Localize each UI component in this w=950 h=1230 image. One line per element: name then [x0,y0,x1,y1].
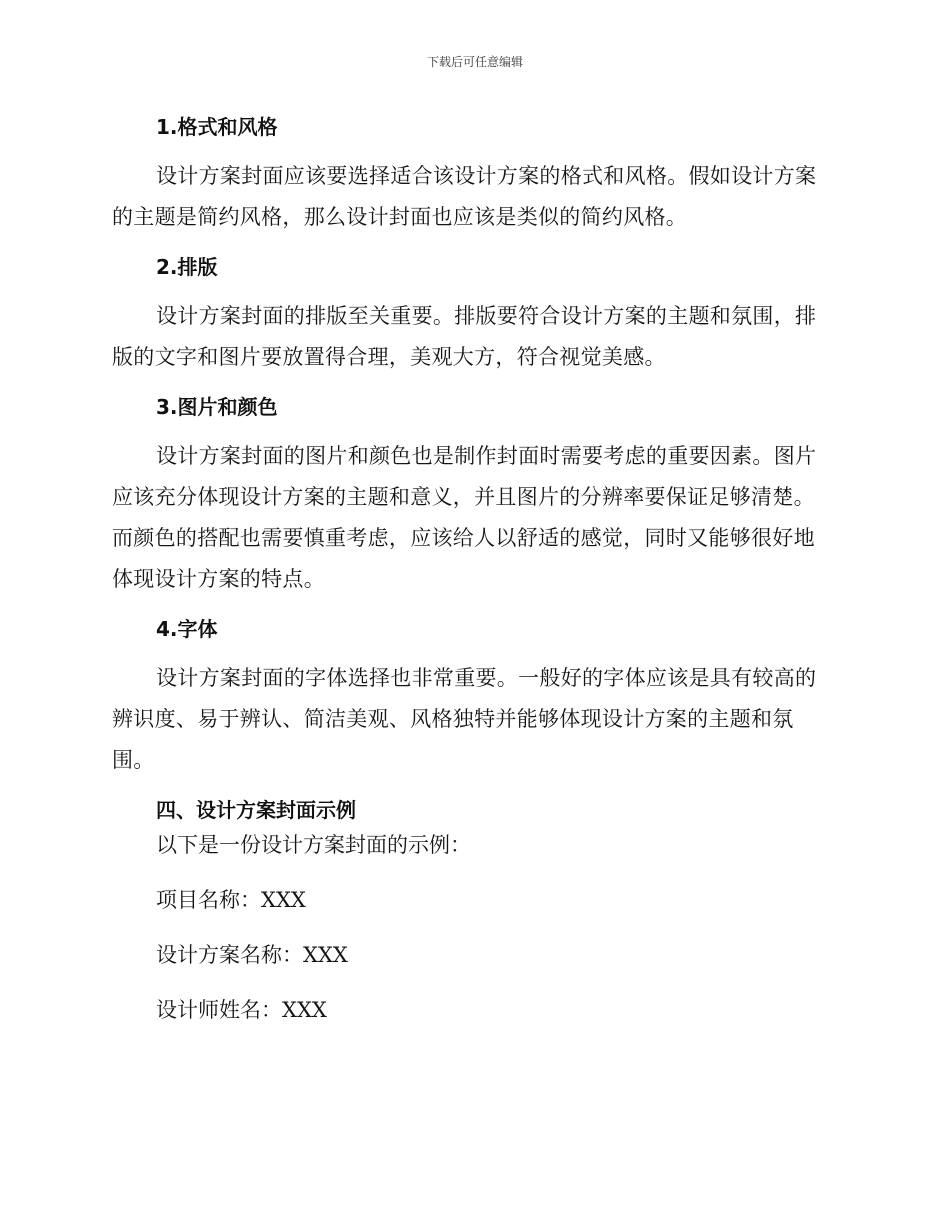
section-body-format-style: 设计方案封面应该要选择适合该设计方案的格式和风格。假如设计方案的主题是简约风格，那么设计封面也应该是类似的简约风格。 [112,164,817,229]
header-note: 下载后可任意编辑 [426,55,523,69]
section-body-layout: 设计方案封面的排版至关重要。排版要符合设计方案的主题和氛围，排版的文字和图片要放置得合理，美观大方，符合视觉美感。 [112,304,817,369]
example-line-plan-name: 设计方案名称：XXX [156,943,348,967]
section-heading-format-style: 1.格式和风格 [156,115,278,139]
section-body-images-colors: 设计方案封面的图片和颜色也是制作封面时需要考虑的重要因素。图片应该充分体现设计方案的主题和意义，并且图片的分辨率要保证足够清楚。而颜色的搭配也需要慎重考虑，应该给人以舒适的感觉，同时又能够很好地体现设计方案的特点。 [112,444,817,591]
example-intro: 以下是一份设计方案封面的示例： [156,833,471,857]
section-heading-layout: 2.排版 [156,255,218,279]
document-content [112,112,832,1031]
section-heading-fonts: 4.字体 [156,617,218,641]
section-heading-images-colors: 3.图片和颜色 [156,395,278,419]
example-heading: 四、设计方案封面示例 [156,798,356,822]
example-line-project-name: 项目名称：XXX [156,888,306,912]
section-body-fonts: 设计方案封面的字体选择也非常重要。一般好的字体应该是具有较高的辨识度、易于辨认、简洁美观、风格独特并能够体现设计方案的主题和氛围。 [112,666,817,772]
example-line-designer-name: 设计师姓名：XXX [156,998,327,1022]
